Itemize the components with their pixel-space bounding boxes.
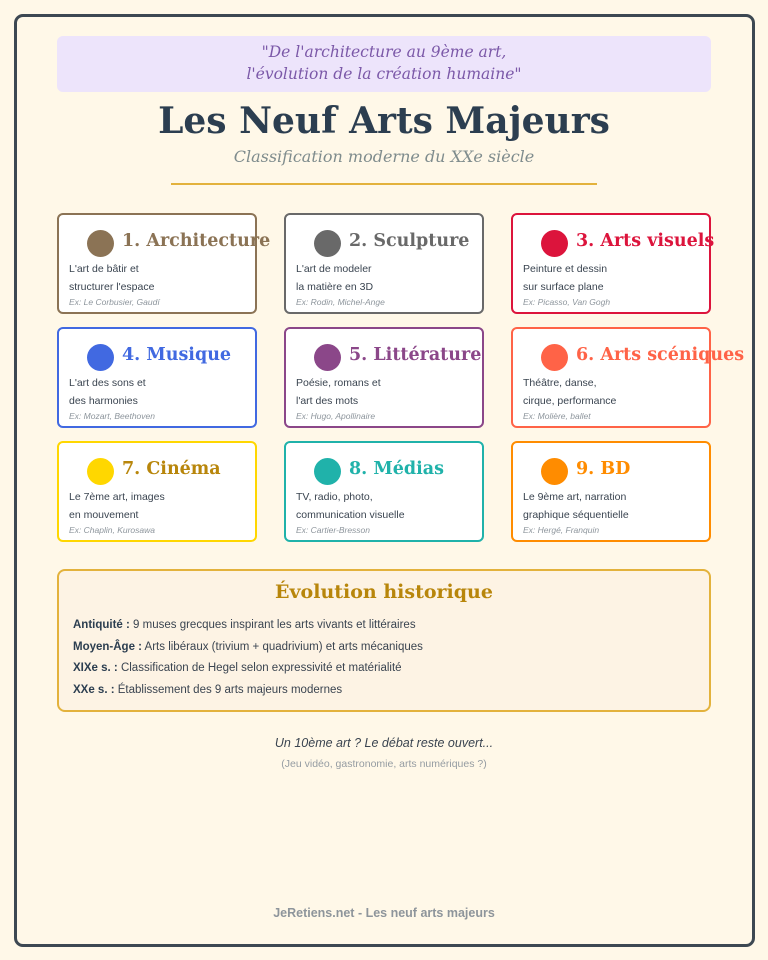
page-title: Les Neuf Arts Majeurs bbox=[158, 100, 610, 142]
art-description-line: cirque, performance bbox=[523, 394, 617, 407]
history-text: Arts libéraux (trivium + quadrivium) et arts mécaniques bbox=[142, 640, 423, 653]
art-description-line: graphique séquentielle bbox=[523, 508, 629, 521]
art-title: 6. Arts scéniques bbox=[576, 345, 745, 365]
history-row bbox=[73, 680, 423, 702]
art-color-dot-icon bbox=[541, 458, 568, 485]
art-description-line: Peinture et dessin bbox=[523, 263, 608, 275]
history-period: Antiquité : bbox=[73, 619, 130, 631]
art-color-dot-icon bbox=[87, 344, 114, 371]
art-description-line: TV, radio, photo, bbox=[296, 491, 373, 503]
art-description bbox=[296, 261, 373, 296]
history-period: XXe s. : bbox=[73, 683, 115, 696]
art-description bbox=[523, 261, 607, 296]
history-text: 9 muses grecques inspirant les arts vivants et littéraires bbox=[129, 619, 416, 631]
art-card bbox=[284, 327, 484, 428]
art-description-line: l'art des mots bbox=[296, 394, 359, 407]
art-description bbox=[69, 489, 165, 524]
divider bbox=[171, 183, 597, 185]
art-example: Ex: Mozart, Beethoven bbox=[69, 411, 155, 421]
art-description-line: des harmonies bbox=[69, 394, 138, 407]
history-text: Établissement des 9 arts majeurs modernes bbox=[114, 683, 343, 696]
art-description bbox=[69, 375, 146, 410]
tenth-art-question: Un 10ème art ? Le débat reste ouvert... bbox=[274, 736, 494, 750]
quote-line-2: l'évolution de la création humaine" bbox=[246, 65, 522, 83]
history-text: Classification de Hegel selon expressivité et matérialité bbox=[117, 662, 402, 674]
footer-credit: JeRetiens.net - Les neuf arts majeurs bbox=[273, 906, 495, 920]
art-color-dot-icon bbox=[87, 458, 114, 485]
art-example: Ex: Picasso, Van Gogh bbox=[523, 297, 611, 307]
history-row bbox=[73, 658, 423, 680]
history-period: Moyen-Âge : bbox=[73, 640, 142, 653]
art-card bbox=[57, 441, 257, 542]
art-description-line: la matière en 3D bbox=[296, 280, 374, 293]
art-example: Ex: Hergé, Franquin bbox=[523, 525, 600, 535]
history-section bbox=[57, 569, 711, 712]
art-title: 1. Architecture bbox=[122, 231, 271, 251]
art-example: Ex: Molière, ballet bbox=[523, 411, 591, 421]
art-description bbox=[296, 375, 381, 410]
art-card bbox=[511, 327, 745, 428]
quote-banner bbox=[57, 36, 711, 92]
history-row bbox=[73, 637, 423, 659]
art-color-dot-icon bbox=[314, 458, 341, 485]
art-card bbox=[57, 213, 271, 314]
art-card bbox=[284, 441, 484, 542]
art-color-dot-icon bbox=[314, 230, 341, 257]
art-description-line: Poésie, romans et bbox=[296, 377, 381, 389]
art-example: Ex: Cartier-Bresson bbox=[296, 525, 371, 535]
art-description-line: L'art de modeler bbox=[296, 263, 372, 275]
art-example: Ex: Hugo, Apollinaire bbox=[296, 411, 376, 421]
art-description-line: L'art de bâtir et bbox=[69, 263, 139, 275]
art-title: 2. Sculpture bbox=[349, 231, 470, 251]
art-color-dot-icon bbox=[541, 344, 568, 371]
history-list bbox=[73, 615, 423, 701]
art-example: Ex: Chaplin, Kurosawa bbox=[69, 525, 155, 535]
art-description bbox=[523, 375, 616, 410]
art-title: 3. Arts visuels bbox=[576, 231, 715, 251]
art-card bbox=[57, 327, 257, 428]
art-title: 7. Cinéma bbox=[122, 459, 221, 479]
art-description bbox=[296, 489, 405, 524]
art-card bbox=[284, 213, 484, 314]
art-color-dot-icon bbox=[87, 230, 114, 257]
art-card bbox=[511, 213, 715, 314]
art-card bbox=[511, 441, 711, 542]
art-description-line: communication visuelle bbox=[296, 508, 405, 521]
art-description-line: sur surface plane bbox=[523, 280, 604, 293]
quote-line-1: "De l'architecture au 9ème art, bbox=[261, 43, 507, 61]
history-row bbox=[73, 615, 423, 637]
art-description bbox=[69, 261, 154, 296]
art-description-line: structurer l'espace bbox=[69, 280, 155, 293]
page-subtitle: Classification moderne du XXe siècle bbox=[233, 147, 535, 166]
art-color-dot-icon bbox=[314, 344, 341, 371]
art-description bbox=[523, 489, 629, 524]
art-title: 4. Musique bbox=[122, 345, 232, 365]
art-example: Ex: Rodin, Michel-Ange bbox=[296, 297, 385, 307]
art-example: Ex: Le Corbusier, Gaudí bbox=[69, 297, 160, 307]
history-period: XIXe s. : bbox=[73, 662, 118, 674]
art-color-dot-icon bbox=[541, 230, 568, 257]
art-description-line: Le 7ème art, images bbox=[69, 491, 165, 503]
art-description-line: L'art des sons et bbox=[69, 377, 146, 389]
art-title: 8. Médias bbox=[349, 459, 444, 479]
art-description-line: Théâtre, danse, bbox=[523, 377, 597, 389]
art-description-line: en mouvement bbox=[69, 508, 139, 521]
tenth-art-candidates: (Jeu vidéo, gastronomie, arts numériques ?) bbox=[281, 758, 487, 770]
history-title: Évolution historique bbox=[275, 581, 493, 603]
art-title: 9. BD bbox=[576, 459, 631, 479]
art-title: 5. Littérature bbox=[349, 345, 482, 365]
art-description-line: Le 9ème art, narration bbox=[523, 491, 627, 503]
